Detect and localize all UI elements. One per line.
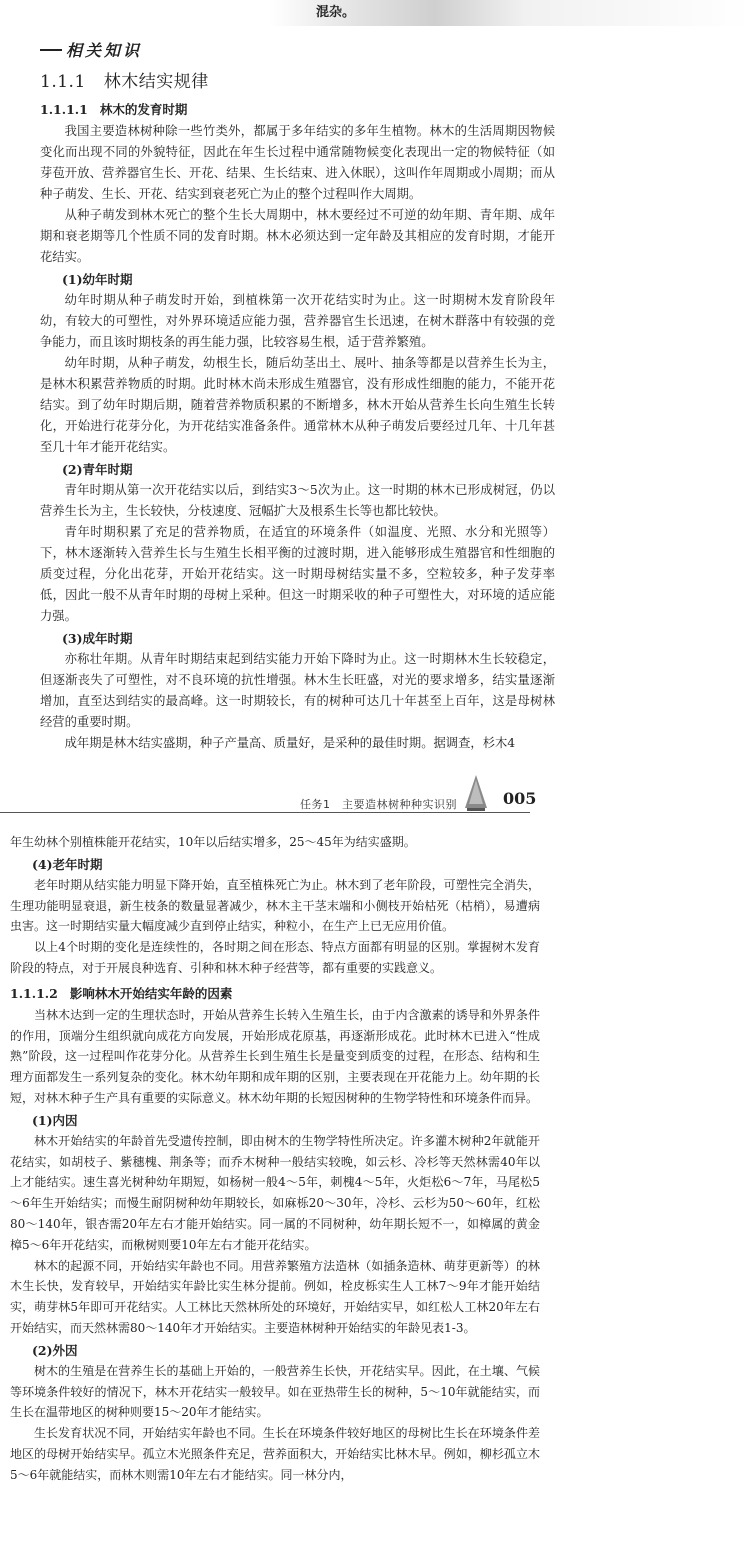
paragraph: 幼年时期，从种子萌发，幼根生长，随后幼茎出土、展叶、抽条等都是以营养生长为主，是林木积累营养物质的时期。此时林木尚未形成生殖器官，没有形成性细胞的能力，不能开花结实。到了幼年时期后期，随着营养物质积累的不断增多，林木开始从营养生长向生殖生长转化，开始进行花芽分化，为开花结实准备条件。通常林木从种子萌发后要经过几年、十几年甚至几十年才能开花结实。	[40, 356, 555, 454]
subheading-adult: (3)成年时期	[62, 631, 133, 646]
paragraph: 从种子萌发到林木死亡的整个生长大周期中，林木要经过不可逆的幼年期、青年期、成年期和衰老期等几个性质不同的发育时期。林木必须达到一定年龄及其相应的发育时期，才能开花结实。	[40, 208, 555, 264]
section-dash-icon	[40, 49, 62, 51]
heading-1-1-1-2: 1.1.1.2 影响林木开始结实年龄的因素	[10, 985, 233, 1001]
running-head: 任务1 主要造林树种种实识别	[300, 798, 457, 811]
heading-1-1-1: 1.1.1 林木结实规律	[40, 72, 209, 92]
section-label: 相关知识	[40, 38, 555, 61]
paragraph: 青年时期积累了充足的营养物质，在适宜的环境条件（如温度、光照、水分和光照等）下，林木逐渐转入营养生长与生殖生长相平衡的过渡时期，进入能够形成生殖器官和性细胞的质变过程，分化出花芽，开始开花结实。这一时期母树结实量不多，空粒较多，种子发芽率低，因此一般不从青年时期的母树上采种。但这一时期采收的种子可塑性大，对环境的适应能力强。	[40, 525, 555, 623]
subheading-internal: (1)内因	[32, 1112, 78, 1128]
subheading-young: (2)青年时期	[62, 462, 133, 477]
subheading-youth: (1)幼年时期	[62, 272, 133, 287]
page-upper	[40, 34, 555, 754]
paragraph: 青年时期从第一次开花结实以后，到结实3～5次为止。这一时期的林木已形成树冠，仍以营养生长为主，生长较快，分枝速度、冠幅扩大及根系生长等也都比较快。	[40, 483, 555, 518]
paragraph: 当林木达到一定的生理状态时，开始从营养生长转入生殖生长，由于内含激素的诱导和外界条件的作用，顶端分生组织就向成花方向发展，开始形成花原基，再逐渐形成花。此时林木已进入“性成熟”阶段，这一过程叫作花芽分化。从营养生长到生殖生长是量变到质变的过程，在形态、结构和生理方面都发生一系列复杂的变化。林木幼年期和成年期的区别，主要表现在开花能力上。幼年期的长短，对林木种子生产具有重要的实际意义。林木幼年期的长短因树种的生物学特性和环境条件而异。	[10, 1007, 540, 1105]
subheading-external: (2)外因	[32, 1342, 78, 1358]
paragraph: 林木开始结实的年龄首先受遗传控制，即由树木的生物学特性所决定。许多灌木树种2年就能开花结实，如胡枝子、紫穗槐、荆条等；而乔木树种一般结实较晚，如云杉、冷杉等天然林需40年以上才能结实。速生喜光树种幼年期短，如杨树一般4～5年，刺槐4～5年，火炬松6～7年，马尾松5～6年生开始结实；而慢生耐阴树种幼年期较长，如麻栎20～30年，冷杉、云杉为50～60年，红松80～140年，银杏需20年左右才能开始结实。同一属的不同树种，幼年期长短不一，如樟属的黄金樟5～6年开花结实，而楸树则要10年左右才能开花结实。	[10, 1133, 540, 1252]
paragraph: 亦称壮年期。从青年时期结束起到结实能力开始下降时为止。这一时期林木生长较稳定，但逐渐丧失了可塑性，对不良环境的抗性增强。林木生长旺盛，对光的要求增多，结实量逐渐增加，直至达到结实的最高峰。这一时期较长，有的树种可达几十年甚至上百年，这是母树林经营的重要时期。	[40, 652, 555, 729]
paragraph: 林木的起源不同，开始结实年龄也不同。用营养繁殖方法造林（如插条造林、萌芽更新等）的林木生长快，发育较早，开始结实年龄比实生林分提前。例如，栓皮栎实生人工林7～9年才能开始结实，萌芽林5年即可开花结实。人工林比天然林所处的环境好，开始结实早，如红松人工林20年左右开始结实，而天然林需80～140年才开始结实。主要造林树种开始结实的年龄见表1-3。	[10, 1258, 540, 1335]
page-number: 005	[503, 789, 537, 808]
heading-1-1-1-1: 1.1.1.1 林木的发育时期	[40, 102, 188, 117]
paragraph: 生长发育状况不同，开始结实年龄也不同。生长在环境条件较好地区的母树比生长在环境条件差地区的母树开始结实早。孤立木光照条件充足，营养面积大，开始结实比林木早。例如，柳杉孤立木5～6年就能结实，而林木则需10年左右才能结实。同一林分内，	[10, 1426, 540, 1482]
tree-icon	[463, 774, 489, 812]
subheading-old: (4)老年时期	[32, 856, 103, 872]
paragraph: 我国主要造林树种除一些竹类外，都属于多年结实的多年生植物。林木的生活周期因物候变化而出现不同的外貌特征，因此在年生长过程中通常随物候变化表现出一定的物候特征（如芽苞开放、营养器官生长、开花、结果、生长结束、进入休眠），这叫作年周期或小周期；而从种子萌发、生长、开花、结实到衰老死亡为止的整个过程叫作大周期。	[40, 124, 555, 201]
paragraph: 以上4个时期的变化是连续性的，各时期之间在形态、特点方面都有明显的区别。掌握树木发育阶段的特点，对于开展良种选育、引种和林木种子经营等，都有重要的实践意义。	[10, 940, 540, 975]
paragraph: 年生幼林个别植株能开花结实，10年以后结实增多，25～45年为结实盛期。	[10, 835, 416, 849]
paragraph: 成年期是林木结实盛期，种子产量高、质量好，是采种的最佳时期。据调查，杉木4	[64, 736, 516, 750]
previous-page-strip	[0, 0, 750, 26]
page-footer	[0, 772, 537, 818]
page-lower	[10, 832, 540, 1486]
paragraph: 老年时期从结实能力明显下降开始，直至植株死亡为止。林木到了老年阶段，可塑性完全消失，生理功能明显衰退，新生枝条的数量显著减少，林木主干茎末端和小侧枝开始枯死（枯梢），易遭病虫害。这一时期结实量大幅度减少直到停止结实，种粒小，在生产上已无应用价值。	[10, 877, 540, 934]
paragraph: 树木的生殖是在营养生长的基础上开始的，一般营养生长快，开花结实早。因此，在土壤、气候等环境条件较好的情况下，林木开花结实一般较早。如在亚热带生长的树种，5～10年就能结实，而生长在温带地区的树种则要15～20年才能结实。	[10, 1363, 540, 1420]
previous-page-fragment: 混杂。	[316, 5, 356, 20]
footer-divider	[0, 812, 530, 813]
paragraph: 幼年时期从种子萌发时开始，到植株第一次开花结实时为止。这一时期树木发育阶段年幼，有较大的可塑性，对外界环境适应能力强，营养器官生长迅速，在树木群落中有较强的竞争能力，而且该时期枝条的再生能力强，比较容易生根，适于营养繁殖。	[40, 293, 555, 349]
